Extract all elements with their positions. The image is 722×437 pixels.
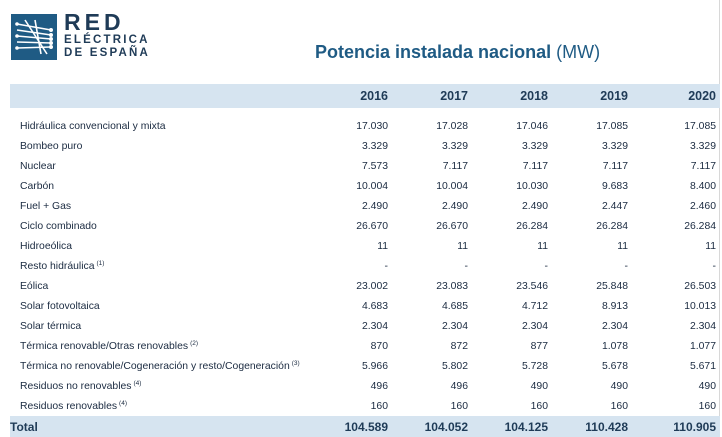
- footnote-marker: (4): [133, 380, 142, 387]
- value-cell: 8.913: [601, 300, 628, 312]
- value-cell: 2.447: [601, 200, 628, 212]
- total-value: 104.052: [424, 419, 468, 434]
- table-row: [10, 176, 720, 196]
- value-cell: 877: [530, 340, 548, 352]
- value-cell: 490: [698, 380, 716, 392]
- value-cell: 2.490: [521, 200, 548, 212]
- value-cell: 3.329: [689, 140, 716, 152]
- table-row: [10, 216, 720, 236]
- row-label-cell: [10, 396, 312, 416]
- row-label-cell: [10, 356, 312, 376]
- value-cell: 2.460: [689, 200, 716, 212]
- table-row: [10, 276, 720, 296]
- row-label: Fuel + Gas: [20, 200, 72, 212]
- row-label: Resto hidráulica: [20, 261, 95, 272]
- row-label: Hidroeólica: [20, 240, 72, 252]
- value-cell: 23.546: [516, 280, 548, 292]
- value-cell: 11: [705, 240, 716, 252]
- value-cell: 3.329: [601, 140, 628, 152]
- row-label-cell: [10, 176, 312, 196]
- value-cell: 10.004: [436, 180, 468, 192]
- footnote-marker: (1): [96, 260, 105, 267]
- red-electrica-logo-icon: [11, 14, 57, 60]
- page-title: [315, 42, 600, 63]
- row-label-cell: [10, 116, 312, 136]
- table-row: [10, 196, 720, 216]
- table-row: [10, 256, 720, 276]
- value-cell: 26.670: [436, 220, 468, 232]
- value-cell: 160: [530, 400, 548, 412]
- capacity-table: [10, 84, 720, 437]
- value-cell: 2.490: [441, 200, 468, 212]
- row-label-cell: [10, 256, 312, 276]
- value-cell: -: [712, 260, 716, 272]
- total-row: [10, 416, 720, 437]
- value-cell: 2.304: [361, 320, 388, 332]
- logo-wordmark: [64, 11, 150, 60]
- value-cell: 3.329: [521, 140, 548, 152]
- header-year: 2016: [360, 89, 388, 103]
- table-row: [10, 236, 720, 256]
- row-label: Térmica no renovable/Cogeneración y resto/Cogeneración: [20, 361, 290, 372]
- value-cell: 160: [698, 400, 716, 412]
- row-label: Solar térmica: [20, 320, 82, 332]
- value-cell: 7.117: [602, 160, 628, 172]
- value-cell: 11: [537, 240, 548, 252]
- total-value: 110.428: [585, 419, 628, 434]
- value-cell: 1.078: [601, 340, 628, 352]
- header-label-cell: [10, 84, 312, 108]
- row-label: Nuclear: [20, 160, 56, 172]
- value-cell: -: [544, 260, 548, 272]
- table-row: [10, 136, 720, 156]
- value-cell: 5.728: [521, 360, 548, 372]
- table-row: [10, 356, 720, 376]
- row-label: Bombeo puro: [20, 140, 83, 152]
- table-row: [10, 336, 720, 356]
- value-cell: 4.712: [521, 300, 548, 312]
- value-cell: 7.573: [361, 160, 388, 172]
- value-cell: 2.490: [361, 200, 388, 212]
- value-cell: 17.030: [356, 120, 388, 132]
- row-label-cell: [10, 316, 312, 336]
- value-cell: 4.683: [361, 300, 388, 312]
- value-cell: 2.304: [689, 320, 716, 332]
- value-cell: -: [384, 260, 388, 272]
- title-unit: (MW): [556, 42, 601, 62]
- value-cell: 17.046: [516, 120, 548, 132]
- table-row: [10, 396, 720, 416]
- value-cell: 10.004: [356, 180, 388, 192]
- total-label: Total: [10, 419, 38, 434]
- table-row: [10, 296, 720, 316]
- value-cell: 4.685: [441, 300, 468, 312]
- table-header-row: [10, 84, 720, 108]
- total-value: 110.905: [673, 419, 716, 434]
- row-label-cell: [10, 136, 312, 156]
- row-label: Eólica: [20, 280, 49, 292]
- logo-line-1: RED: [64, 9, 125, 35]
- value-cell: 26.284: [516, 220, 548, 232]
- row-label-cell: [10, 276, 312, 296]
- value-cell: 17.085: [596, 120, 628, 132]
- logo-line-2: ELÉCTRICA: [64, 34, 150, 46]
- row-label-cell: [10, 196, 312, 216]
- value-cell: 2.304: [521, 320, 548, 332]
- value-cell: 870: [370, 340, 388, 352]
- value-cell: 26.284: [684, 220, 716, 232]
- value-cell: -: [624, 260, 628, 272]
- table-row: [10, 156, 720, 176]
- value-cell: 8.400: [689, 180, 716, 192]
- value-cell: 160: [610, 400, 628, 412]
- value-cell: 17.085: [684, 120, 716, 132]
- value-cell: -: [464, 260, 468, 272]
- value-cell: 3.329: [361, 140, 388, 152]
- total-value: 104.125: [504, 419, 548, 434]
- value-cell: 7.117: [690, 160, 716, 172]
- company-logo: [11, 11, 171, 61]
- value-cell: 5.802: [441, 360, 468, 372]
- value-cell: 160: [370, 400, 388, 412]
- row-label-cell: [10, 156, 312, 176]
- value-cell: 7.117: [522, 160, 548, 172]
- value-cell: 9.683: [601, 180, 628, 192]
- header-spacer: [10, 108, 720, 116]
- value-cell: 2.304: [601, 320, 628, 332]
- value-cell: 26.503: [684, 280, 716, 292]
- value-cell: 1.077: [689, 340, 716, 352]
- value-cell: 25.848: [596, 280, 628, 292]
- table-row: [10, 376, 720, 396]
- footnote-marker: (4): [119, 400, 127, 407]
- table-row: [10, 116, 720, 136]
- value-cell: 5.966: [361, 360, 388, 372]
- value-cell: 5.678: [601, 360, 628, 372]
- row-label: Térmica renovable/Otras renovables: [20, 341, 189, 352]
- value-cell: 160: [450, 400, 468, 412]
- value-cell: 26.284: [596, 220, 628, 232]
- row-label: Hidráulica convencional y mixta: [20, 120, 166, 132]
- row-label: Carbón: [20, 180, 55, 192]
- value-cell: 11: [377, 240, 388, 252]
- value-cell: 26.670: [356, 220, 388, 232]
- value-cell: 3.329: [441, 140, 468, 152]
- header-year: 2018: [520, 89, 548, 103]
- logo-line-3: DE ESPAÑA: [64, 47, 151, 59]
- footnote-marker: (2): [190, 340, 199, 347]
- row-label-cell: [10, 236, 312, 256]
- row-label-cell: [10, 296, 312, 316]
- row-label-cell: [10, 216, 312, 236]
- header-year: 2017: [440, 89, 468, 103]
- header-year: 2020: [688, 89, 716, 103]
- total-value: 104.589: [344, 419, 388, 434]
- value-cell: 11: [617, 240, 628, 252]
- value-cell: 23.002: [356, 280, 388, 292]
- value-cell: 872: [450, 340, 468, 352]
- value-cell: 490: [530, 380, 548, 392]
- value-cell: 496: [450, 380, 468, 392]
- value-cell: 10.013: [684, 300, 716, 312]
- value-cell: 10.030: [516, 180, 548, 192]
- header-year: 2019: [600, 89, 628, 103]
- row-label: Residuos renovables: [20, 401, 118, 412]
- footnote-marker: (3): [291, 360, 300, 367]
- value-cell: 2.304: [441, 320, 468, 332]
- value-cell: 11: [457, 240, 468, 252]
- value-cell: 490: [610, 380, 628, 392]
- row-label: Solar fotovoltaica: [20, 300, 100, 312]
- row-label-cell: [10, 376, 312, 396]
- title-main: Potencia instalada nacional: [315, 42, 552, 62]
- table-row: [10, 316, 720, 336]
- value-cell: 7.117: [442, 160, 468, 172]
- value-cell: 496: [370, 380, 388, 392]
- value-cell: 5.671: [689, 360, 716, 372]
- row-label: Ciclo combinado: [20, 220, 97, 232]
- row-label: Residuos no renovables: [20, 381, 132, 392]
- value-cell: 23.083: [436, 280, 468, 292]
- row-label-cell: [10, 336, 312, 356]
- value-cell: 17.028: [436, 120, 468, 132]
